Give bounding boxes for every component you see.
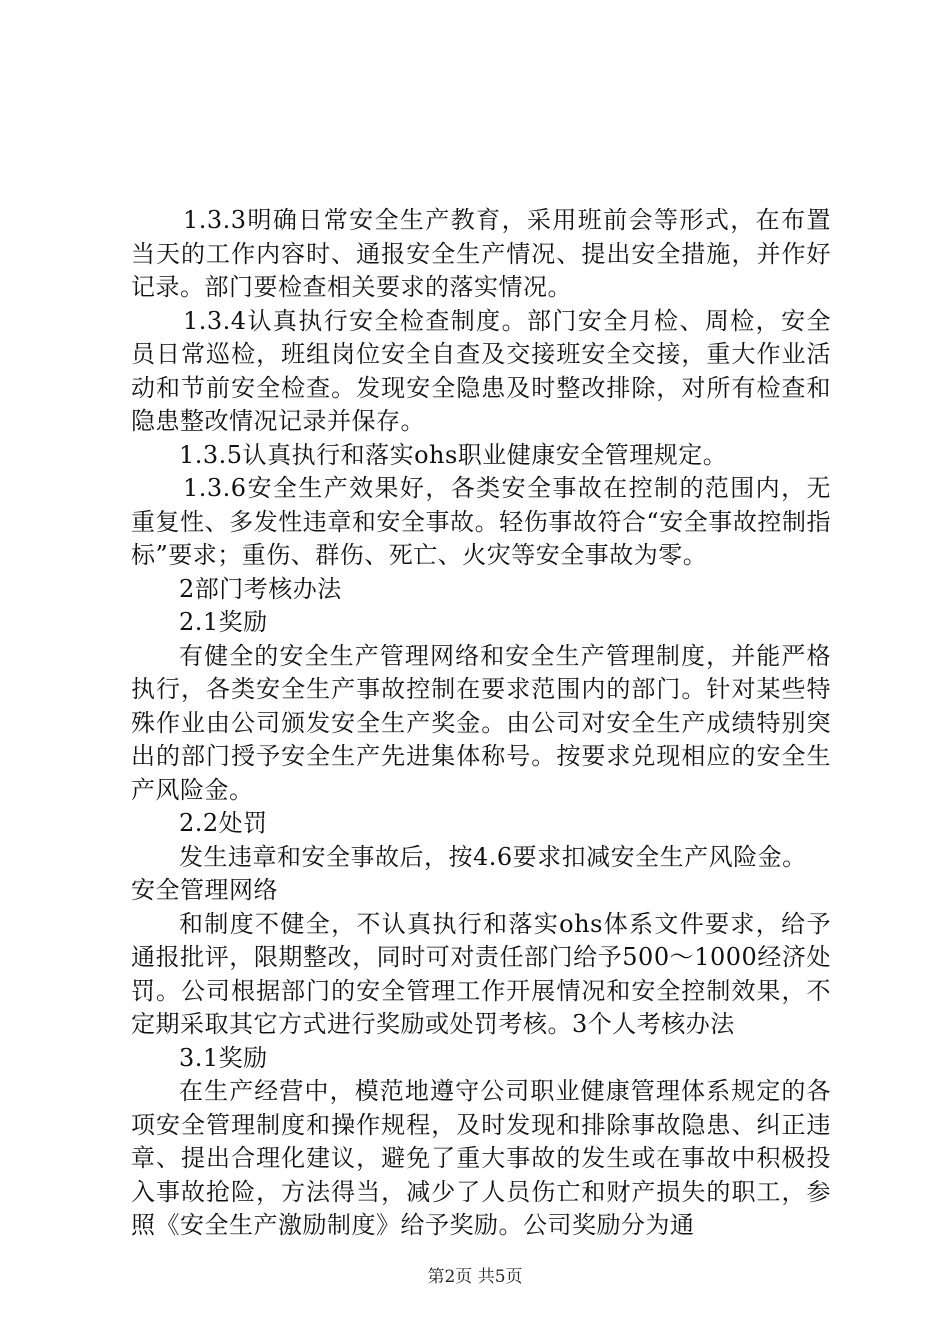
paragraph-1-3-5: 1.3.5认真执行和落实ohs职业健康安全管理规定。 (179, 440, 728, 469)
paragraph-1-3-4: 1.3.4认真执行安全检查制度。部门安全月检、周检，安全员日常巡检，班组岗位安全自查及交接班安全交接，重大作业活动和节前安全检查。发现安全隐患及时整改排除，对所有检查和隐患整改情况记录并保存。 (131, 306, 831, 435)
paragraph-reward-department: 有健全的安全生产管理网络和安全生产管理制度，并能严格执行，各类安全生产事故控制在要求范围内的部门。针对某些特殊作业由公司颁发安全生产奖金。由公司对安全生产成绩特别突出的部门授予安全生产先进集体称号。按要求兑现相应的安全生产风险金。 (131, 641, 831, 804)
document-body (131, 204, 831, 1243)
paragraph-personal-reward: 在生产经营中，模范地遵守公司职业健康管理体系规定的各项安全管理制度和操作规程，及时发现和排除事故隐患、纠正违章、提出合理化建议，避免了重大事故的发生或在事故中积极投入事故抢险，方法得当，减少了人员伤亡和财产损失的职工，参照《安全生产激励制度》给予奖励。公司奖励分为通 (131, 1077, 831, 1239)
paragraph-penalty-intro: 发生违章和安全事故后，按4.6要求扣减安全生产风险金。 (179, 842, 807, 871)
page-footer: 第2页 共5页 (427, 1267, 523, 1287)
section-heading-3-1: 3.1奖励 (179, 1043, 268, 1072)
paragraph-1-3-3: 1.3.3明确日常安全生产教育，采用班前会等形式，在布置当天的工作内容时、通报安全生产情况、提出安全措施，并作好记录。部门要检查相关要求的落实情况。 (131, 206, 831, 301)
section-heading-2-1: 2.1奖励 (179, 608, 268, 636)
section-heading-2: 2部门考核办法 (179, 574, 342, 603)
paragraph-1-3-6: 1.3.6安全生产效果好，各类安全事故在控制的范围内，无重复性、多发性违章和安全事故。轻伤事故符合“安全事故控制指标”要求；重伤、群伤、死亡、火灾等安全事故为零。 (131, 474, 831, 569)
paragraph-penalty-details: 和制度不健全，不认真执行和落实ohs体系文件要求，给予通报批评，限期整改，同时可对责任部门给予500～1000经济处罚。公司根据部门的安全管理工作开展情况和安全控制效果，不定期采取其它方式进行奖励或处罚考核。3个人考核办法 (131, 909, 831, 1038)
paragraph-safety-network: 安全管理网络 (131, 876, 278, 904)
section-heading-2-2: 2.2处罚 (179, 809, 268, 837)
